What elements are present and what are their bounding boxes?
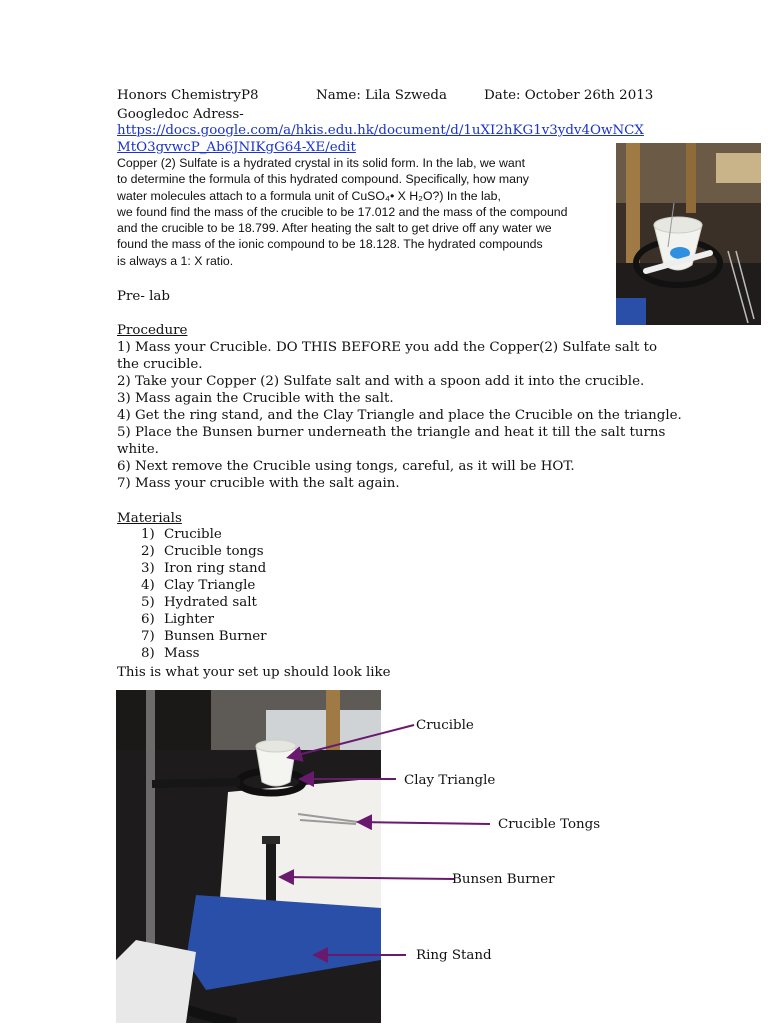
date-label: Date: October 26th 2013 <box>484 88 654 103</box>
intro-line: we found find the mass of the crucible to be 17.012 and the mass of the compound <box>117 204 568 219</box>
material-item: Clay Triangle <box>164 578 256 593</box>
procedure-step: 3) Mass again the Crucible with the salt. <box>117 391 394 406</box>
procedure-step: 5) Place the Bunsen burner underneath the triangle and heat it till the salt turns <box>117 425 666 440</box>
crucible-tongs-arrow <box>360 822 490 824</box>
procedure-heading: Procedure <box>117 323 188 338</box>
material-number: 8) <box>141 646 155 661</box>
googledoc-label: Googledoc Adress- <box>117 107 244 122</box>
material-item: Crucible <box>164 527 222 542</box>
material-item: Iron ring stand <box>164 561 267 576</box>
material-number: 1) <box>141 527 155 542</box>
material-item: Bunsen Burner <box>164 629 267 644</box>
material-number: 6) <box>141 612 155 627</box>
crucible-arrow <box>290 725 414 757</box>
ring-stand-label: Ring Stand <box>416 948 492 963</box>
material-item: Crucible tongs <box>164 544 264 559</box>
bunsen-burner-label: Bunsen Burner <box>452 872 555 887</box>
material-number: 5) <box>141 595 155 610</box>
crucible-tongs-label: Crucible Tongs <box>498 817 601 832</box>
material-item: Lighter <box>164 612 215 627</box>
bunsen-burner-arrow <box>282 877 454 879</box>
material-item: Hydrated salt <box>164 595 257 610</box>
clay-triangle-label: Clay Triangle <box>404 773 496 788</box>
material-number: 2) <box>141 544 155 559</box>
material-number: 7) <box>141 629 155 644</box>
procedure-step: 1) Mass your Crucible. DO THIS BEFORE you add the Copper(2) Sulfate salt to <box>117 340 658 355</box>
material-number: 4) <box>141 578 155 593</box>
setup-caption: This is what your set up should look like <box>117 665 391 680</box>
crucible-label: Crucible <box>416 718 474 733</box>
prelab-heading: Pre- lab <box>117 289 170 304</box>
procedure-step: 4) Get the ring stand, and the Clay Triangle and place the Crucible on the triangle. <box>117 408 682 423</box>
procedure-step: 6) Next remove the Crucible using tongs, careful, as it will be HOT. <box>117 459 575 474</box>
procedure-step: 7) Mass your crucible with the salt again. <box>117 476 400 491</box>
procedure-step: the crucible. <box>117 357 203 372</box>
intro-line: Copper (2) Sulfate is a hydrated crystal in its solid form. In the lab, we want <box>117 156 526 170</box>
intro-line: water molecules attach to a formula unit of CuSO₄• X H₂O?) In the lab, <box>117 188 501 203</box>
intro-line: and the crucible to be 18.799. After heating the salt to get drive off any water we <box>117 221 552 236</box>
material-item: Mass <box>164 646 200 661</box>
materials-heading: Materials <box>117 511 182 526</box>
intro-line: is always a 1: X ratio. <box>117 253 234 268</box>
intro-line: found the mass of the ionic compound to be 18.128. The hydrated compounds <box>117 237 543 252</box>
intro-line: to determine the formula of this hydrated compound. Specifically, how many <box>117 172 529 187</box>
googledoc-link-line2[interactable]: MtO3gvwcP_Ab6JNIKgG64-XE/edit <box>117 140 356 155</box>
student-name: Name: Lila Szweda <box>316 88 447 103</box>
googledoc-link-line1[interactable]: https://docs.google.com/a/hkis.edu.hk/document/d/1uXI2hKG1v3ydv4OwNCX <box>117 123 644 138</box>
material-number: 3) <box>141 561 155 576</box>
procedure-step: white. <box>117 442 159 457</box>
class-label: Honors ChemistryP8 <box>117 88 259 103</box>
procedure-step: 2) Take your Copper (2) Sulfate salt and with a spoon add it into the crucible. <box>117 374 645 389</box>
